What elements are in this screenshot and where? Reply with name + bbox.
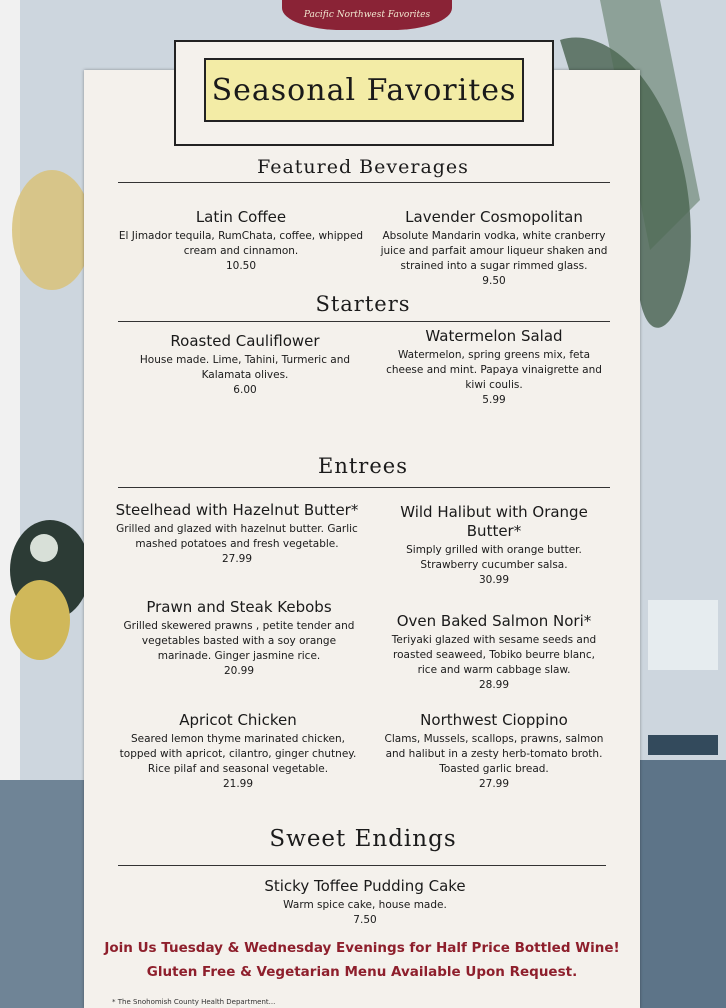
item-name: Northwest Cioppino: [420, 711, 568, 729]
item-price: 10.50: [225, 260, 257, 272]
menu-header: [174, 40, 554, 146]
item-name: Watermelon Salad: [425, 327, 563, 345]
promo-dietary: Gluten Free & Vegetarian Menu Available Upon Request.: [146, 964, 578, 980]
item-price: 9.50: [482, 275, 506, 287]
item-price: 7.50: [353, 914, 377, 926]
menu-item: [118, 598, 360, 679]
item-price: 20.99: [223, 665, 255, 677]
item-description: Warm spice cake, house made.: [283, 899, 447, 911]
item-description: Grilled and glazed with hazelnut butter. Garlic mashed potatoes and fresh vegetable.: [116, 523, 358, 550]
menu-item: [112, 501, 362, 567]
item-name: Latin Coffee: [195, 208, 287, 226]
item-description: House made. Lime, Tahini, Turmeric and Kalamata olives.: [139, 354, 351, 381]
menu-item: [382, 503, 606, 588]
item-description: Grilled skewered prawns , petite tender and vegetables basted with a soy orange marinade. Ginger jasmine rice.: [123, 620, 355, 662]
section-title-entrees: Entrees: [318, 454, 408, 478]
menu-item: [130, 332, 360, 398]
menu-item: [382, 612, 606, 693]
item-name: Apricot Chicken: [179, 711, 297, 729]
item-description: Absolute Mandarin vodka, white cranberry juice and parfait amour liqueur shaken and strained into a sugar rimmed glass.: [380, 230, 608, 272]
item-name: Wild Halibut with Orange Butter*: [400, 503, 588, 540]
item-price: 27.99: [221, 553, 253, 565]
footnote: * The Snohomish County Health Department...: [112, 998, 276, 1006]
item-name: Roasted Cauliflower: [170, 332, 320, 350]
item-name: Lavender Cosmopolitan: [405, 208, 583, 226]
section-title-desserts: Sweet Endings: [269, 826, 457, 852]
menu-item: [118, 208, 364, 274]
item-name: Prawn and Steak Kebobs: [146, 598, 332, 616]
section-title-beverages: Featured Beverages: [257, 156, 469, 178]
menu-item: [112, 711, 364, 792]
section-title-starters: Starters: [315, 292, 411, 316]
menu-item: [380, 208, 608, 289]
section-divider: [118, 487, 610, 488]
item-price: 21.99: [222, 778, 254, 790]
brand-banner: Pacific Northwest Favorites: [282, 0, 452, 30]
item-description: Simply grilled with orange butter. Strawberry cucumber salsa.: [406, 544, 582, 571]
menu-item: [382, 711, 606, 792]
item-price: 5.99: [482, 394, 506, 406]
page-title: Seasonal Favorites: [204, 58, 524, 122]
item-description: Teriyaki glazed with sesame seeds and roasted seaweed, Tobiko beurre blanc, rice and warm cabbage slaw.: [391, 634, 597, 676]
menu-item: [380, 327, 608, 408]
item-price: 6.00: [233, 384, 257, 396]
section-divider: [118, 182, 610, 183]
item-name: Steelhead with Hazelnut Butter*: [115, 501, 359, 519]
section-divider: [118, 865, 606, 866]
menu-item: [220, 877, 510, 928]
item-description: Seared lemon thyme marinated chicken, topped with apricot, cilantro, ginger chutney. Rice pilaf and seasonal vegetable.: [119, 733, 357, 775]
item-price: 28.99: [478, 679, 510, 691]
item-price: 27.99: [478, 778, 510, 790]
item-description: El Jimador tequila, RumChata, coffee, whipped cream and cinnamon.: [118, 230, 364, 257]
item-price: 30.99: [478, 574, 510, 586]
promo-wine: Join Us Tuesday & Wednesday Evenings for Half Price Bottled Wine!: [104, 940, 620, 956]
item-name: Oven Baked Salmon Nori*: [396, 612, 592, 630]
item-description: Watermelon, spring greens mix, feta cheese and mint. Papaya vinaigrette and kiwi coulis.: [386, 349, 602, 391]
item-name: Sticky Toffee Pudding Cake: [264, 877, 466, 895]
item-description: Clams, Mussels, scallops, prawns, salmon and halibut in a zesty herb-tomato broth. Toasted garlic bread.: [384, 733, 604, 775]
section-divider: [118, 321, 610, 322]
